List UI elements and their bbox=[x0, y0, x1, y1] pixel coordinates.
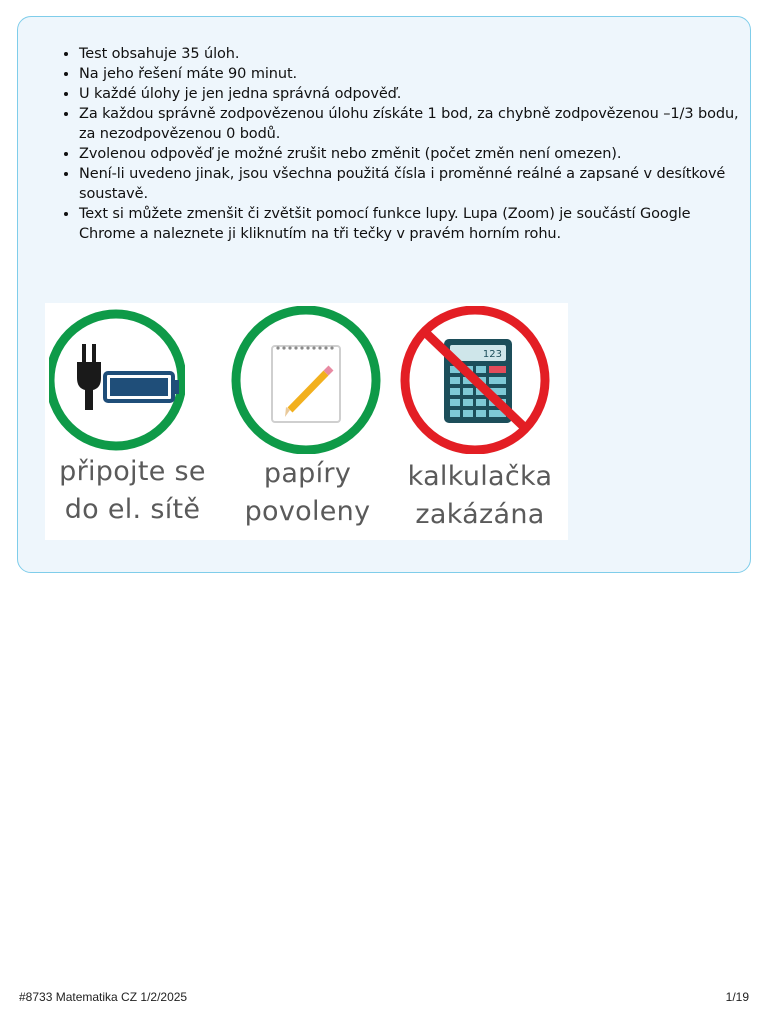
caption-line: do el. sítě bbox=[64, 494, 201, 525]
caption-line: kalkulačka bbox=[407, 461, 553, 492]
pictogram-caption-paper bbox=[225, 455, 390, 531]
caption-line: papíry bbox=[263, 458, 352, 489]
plug-battery-icon bbox=[49, 306, 185, 454]
rules-pictograms bbox=[45, 303, 568, 540]
calculator-display: 123 bbox=[482, 349, 502, 360]
notepad-pencil-icon bbox=[228, 306, 384, 454]
list-item: • Za každou správně zodpovězenou úlohu získáte 1 bod, za chybně zodpovězenou –1/3 bodu, za nezodpovězenou 0 bodů. bbox=[79, 104, 749, 144]
caption-line: připojte se bbox=[59, 456, 206, 487]
footer-test-id: #8733 Matematika CZ 1/2/2025 bbox=[19, 990, 188, 1004]
pictogram-caption-calculator bbox=[395, 458, 565, 534]
calculator-prohibited-icon bbox=[397, 306, 553, 454]
list-item: • U každé úlohy je jen jedna správná odpověď. bbox=[79, 84, 749, 104]
list-item: • Není-li uvedeno jinak, jsou všechna použitá čísla i proměnné reálné a zapsané v desítkové soustavě. bbox=[79, 164, 749, 204]
list-item: • Na jeho řešení máte 90 minut. bbox=[79, 64, 749, 84]
list-item: • Text si můžete zmenšit či zvětšit pomocí funkce lupy. Lupa (Zoom) je součástí Google Chrome a naleznete ji kliknutím na tři tečky v pravém horním rohu. bbox=[79, 204, 749, 244]
caption-line: povoleny bbox=[244, 496, 371, 527]
list-item: • Test obsahuje 35 úloh. bbox=[79, 44, 749, 64]
caption-line: zakázána bbox=[415, 499, 545, 530]
instructions-list bbox=[62, 44, 749, 244]
footer-page-number: 1/19 bbox=[725, 990, 749, 1004]
pictogram-caption-power bbox=[45, 453, 220, 529]
list-item: • Zvolenou odpověď je možné zrušit nebo změnit (počet změn není omezen). bbox=[79, 144, 749, 164]
